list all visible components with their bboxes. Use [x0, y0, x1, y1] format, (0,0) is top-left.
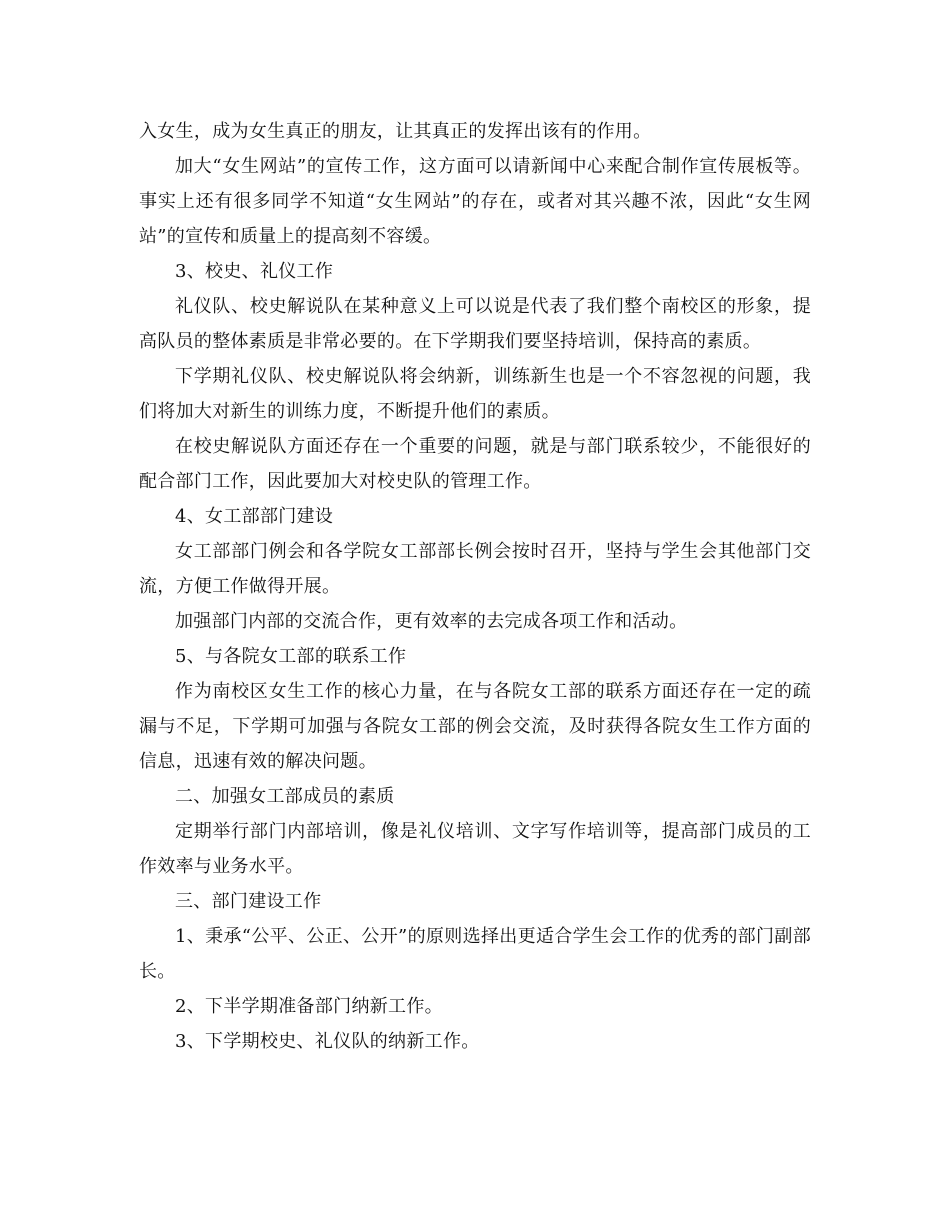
- heading-school-history-etiquette: 3、校史、礼仪工作: [175, 261, 334, 282]
- list-item-team-recruitment: 3、下学期校史、礼仪队的纳新工作。: [175, 1031, 480, 1052]
- list-item-recruitment-preparation: 2、下半学期准备部门纳新工作。: [175, 996, 443, 1017]
- heading-college-liaison: 5、与各院女工部的联系工作: [175, 646, 407, 667]
- paragraph-history-team-management: 在校史解说队方面还存在一个重要的问题，就是与部门联系较少，不能很好的配合部门工作，因此要加大对校史队的管理工作。: [139, 436, 811, 492]
- heading-member-quality: 二、加强女工部成员的素质: [175, 786, 395, 807]
- document-body: [139, 114, 811, 1059]
- paragraph-website-publicity: 加大“女生网站”的宣传工作，这方面可以请新闻中心来配合制作宣传展板等。事实上还有很多同学不知道“女生网站”的存在，或者对其兴趣不浓，因此“女生网站”的宣传和质量上的提高刻不容缓。: [139, 156, 811, 247]
- paragraph-continuation: 入女生，成为女生真正的朋友，让其真正的发挥出该有的作用。: [139, 121, 652, 142]
- paragraph-internal-cooperation: 加强部门内部的交流合作，更有效率的去完成各项工作和活动。: [175, 611, 688, 632]
- paragraph-internal-training: 定期举行部门内部培训，像是礼仪培训、文字写作培训等，提高部门成员的工作效率与业务水平。: [139, 821, 811, 877]
- paragraph-new-member-training: 下学期礼仪队、校史解说队将会纳新，训练新生也是一个不容忽视的问题，我们将加大对新生的训练力度，不断提升他们的素质。: [139, 366, 811, 422]
- list-item-vice-minister-selection: 1、秉承“公平、公正、公开”的原则选择出更适合学生会工作的优秀的部门副部长。: [139, 926, 811, 982]
- paragraph-etiquette-team-image: 礼仪队、校史解说队在某种意义上可以说是代表了我们整个南校区的形象，提高队员的整体素质是非常必要的。在下学期我们要坚持培训，保持高的素质。: [139, 296, 811, 352]
- heading-department-construction: 三、部门建设工作: [175, 891, 322, 912]
- paragraph-regular-meetings: 女工部部门例会和各学院女工部部长例会按时召开，坚持与学生会其他部门交流，方便工作做得开展。: [139, 541, 811, 597]
- paragraph-liaison-improvement: 作为南校区女生工作的核心力量，在与各院女工部的联系方面还存在一定的疏漏与不足，下学期可加强与各院女工部的例会交流，及时获得各院女生工作方面的信息，迅速有效的解决问题。: [139, 681, 811, 772]
- heading-department-building: 4、女工部部门建设: [175, 506, 334, 527]
